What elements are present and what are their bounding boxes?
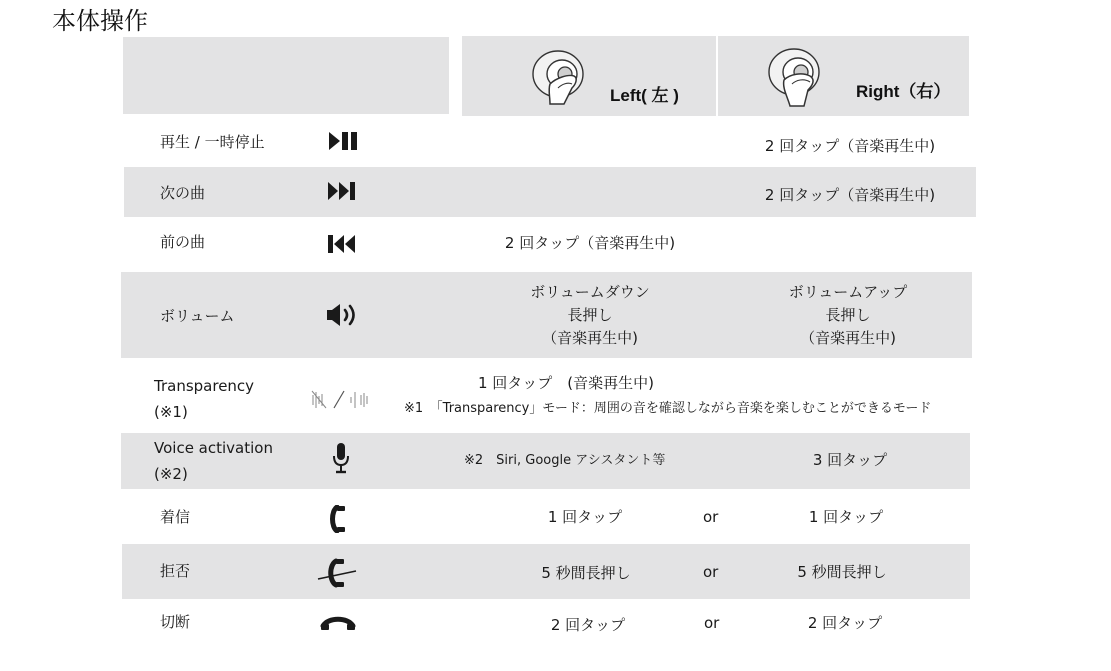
volume-icon xyxy=(326,303,360,327)
row-right-volume: ボリュームアップ 長押し （音楽再生中) xyxy=(788,283,908,347)
row-left-hangup: 2 回タップ xyxy=(550,616,626,634)
page-title: 本体操作 xyxy=(52,7,148,35)
row-left-transparency: 1 回タップ (音楽再生中) xyxy=(478,374,655,392)
row-label-reject: 拒否 xyxy=(160,562,191,580)
row-label-transparency: Transparency xyxy=(154,377,255,395)
row-label-hangup: 切断 xyxy=(160,613,191,631)
row-left-volume: ボリュームダウン 長押し （音楽再生中) xyxy=(530,283,650,347)
row-label-voice: Voice activation xyxy=(154,439,273,457)
row-label-answer: 着信 xyxy=(160,508,191,526)
row-right-answer: 1 回タップ xyxy=(808,508,884,526)
transparency-footnote: ※1 「Transparency」モード：周囲の音を確認しながら音楽を楽しむことができるモード xyxy=(404,401,932,416)
header-empty-cell xyxy=(123,37,449,114)
row-label-transparency-note-ref: (※1) xyxy=(154,403,188,421)
row-right-play-pause: 2 回タップ（音楽再生中) xyxy=(764,137,936,155)
reject-call-icon xyxy=(316,557,358,589)
row-label-previous: 前の曲 xyxy=(160,233,206,251)
hang-up-icon xyxy=(320,614,356,632)
row-left-previous: 2 回タップ（音楽再生中) xyxy=(504,234,676,252)
answer-call-icon xyxy=(329,505,349,533)
transparency-mode-icon xyxy=(310,389,376,411)
play-pause-icon xyxy=(328,131,360,151)
row-or-answer: or xyxy=(703,508,719,526)
row-or-hangup: or xyxy=(704,614,720,632)
right-column-header: Right（右） xyxy=(856,82,951,101)
voice-footnote: ※2 Siri, Google アシスタント等 xyxy=(464,453,666,468)
row-label-voice-note-ref: (※2) xyxy=(154,465,188,483)
header-right-cell xyxy=(718,36,969,116)
row-or-reject: or xyxy=(703,563,719,581)
row-label-next: 次の曲 xyxy=(160,184,206,202)
left-column-header: Left( 左 ) xyxy=(610,86,679,105)
row-right-voice: 3 回タップ xyxy=(812,451,888,469)
microphone-icon xyxy=(332,442,350,476)
row-label-volume: ボリューム xyxy=(160,307,235,325)
row-right-reject: 5 秒間長押し xyxy=(797,563,887,581)
row-left-answer: 1 回タップ xyxy=(547,508,623,526)
left-earbud-icon xyxy=(528,44,592,108)
row-label-play-pause: 再生 / 一時停止 xyxy=(160,133,265,151)
row-left-reject: 5 秒間長押し xyxy=(541,564,631,582)
right-earbud-icon xyxy=(764,42,828,108)
previous-track-icon xyxy=(327,234,359,254)
row-right-hangup: 2 回タップ xyxy=(807,614,883,632)
row-right-next: 2 回タップ（音楽再生中) xyxy=(764,186,936,204)
next-track-icon xyxy=(327,181,359,201)
